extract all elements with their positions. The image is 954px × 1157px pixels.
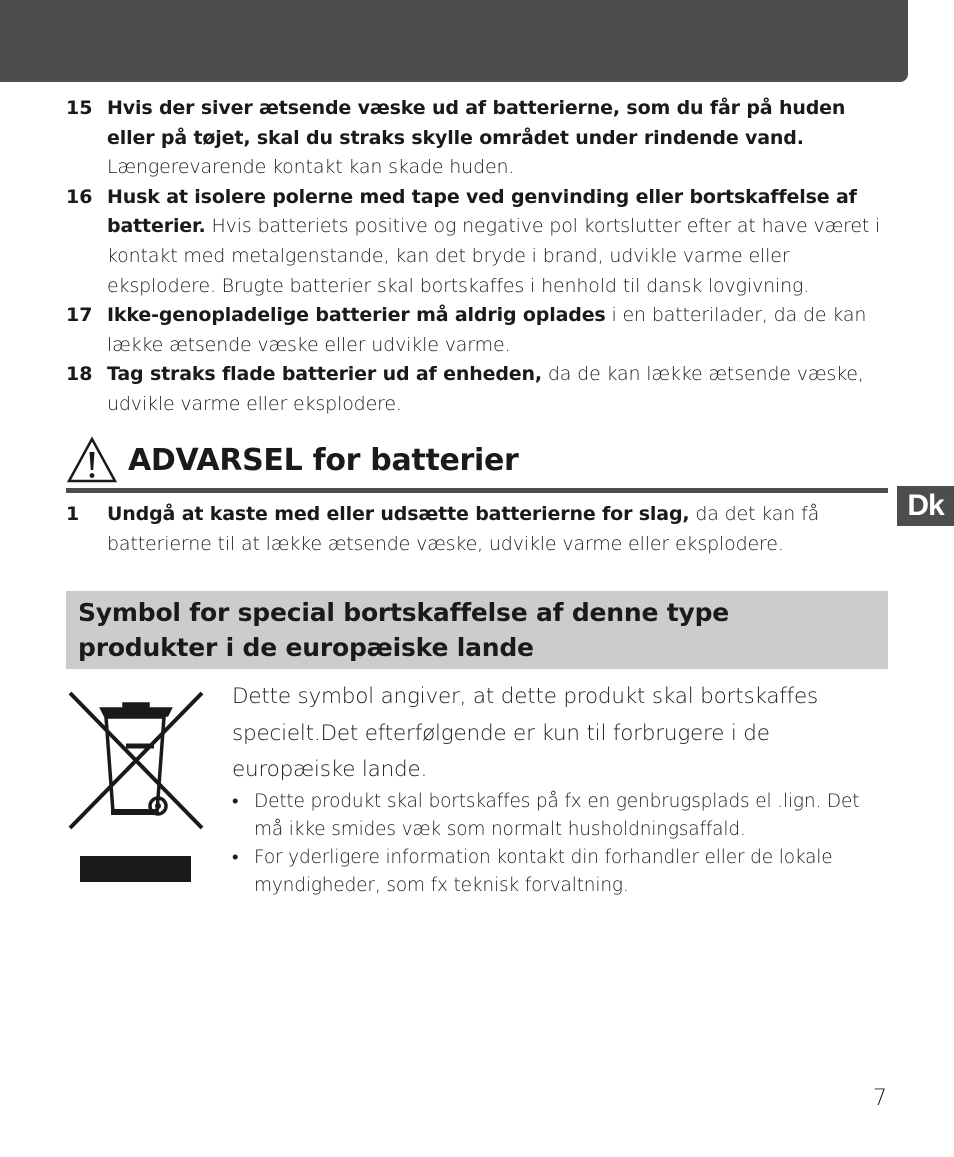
weee-crossed-bin-symbol xyxy=(66,688,206,888)
list-item xyxy=(66,183,888,301)
top-header-bar xyxy=(0,0,908,82)
warning-list xyxy=(66,500,888,559)
disposal-bullets xyxy=(232,788,892,900)
item-bold-text: Husk at isolere polerne med tape ved genvinding eller bortskaffelse af batterier. xyxy=(107,185,857,238)
item-number: 15 xyxy=(66,97,93,119)
list-item xyxy=(232,844,892,900)
item-number: 17 xyxy=(66,304,93,327)
item-text: Hvis batteriets positive og negative pol kortslutter efter at have været i kontakt med metalgenstande, kan det bryde i brand, udvikle varme eller eksplodere. Brugte batterier skal bortskaffes i henhold til dansk lovgivning. xyxy=(107,215,881,297)
list-item xyxy=(66,301,888,360)
item-number: 1 xyxy=(66,503,80,525)
disposal-intro: Dette symbol angiver, at dette produkt skal bortskaffes specielt.Det efterfølgende er kun til forbrugere i de europæiske lande. xyxy=(232,684,819,782)
warning-title: ADVARSEL for batterier xyxy=(128,442,519,478)
item-text: da det kan få batterierne til at lække ætsende væske, udvikle varme eller eksplodere. xyxy=(107,503,820,555)
item-text: i en batterilader, da de kan lække ætsende væske eller udvikle varme. xyxy=(107,304,867,356)
page-number: 7 xyxy=(873,1086,887,1111)
item-bold-text: Ikke-genopladelige batterier må aldrig oplades xyxy=(107,304,606,327)
item-bold-text: Tag straks flade batterier ud af enheden, xyxy=(107,363,542,386)
bullet-marker: • xyxy=(232,791,239,812)
list-item xyxy=(66,94,888,183)
item-bold-text: Hvis der siver ætsende væske ud af batterierne, som du får på huden eller på tøjet, skal du straks skylle området under rindende vand. xyxy=(107,97,846,149)
item-bold-text: Undgå at kaste med eller udsætte batterierne for slag, xyxy=(107,503,690,525)
bullet-text: Dette produkt skal bortskaffes på fx en genbrugsplads el .lign. Det må ikke smides væk som normalt husholdningsaffald. xyxy=(254,791,860,840)
crossed-out-wheelie-bin-icon xyxy=(66,688,206,888)
item-text: Længerevarende kontakt kan skade huden. xyxy=(107,156,515,179)
bullet-text: For yderligere information kontakt din forhandler eller de lokale myndigheder, som fx teknisk forvaltning. xyxy=(254,847,833,896)
item-text: da de kan lække ætsende væske, udvikle varme eller eksplodere. xyxy=(107,363,864,415)
list-item xyxy=(66,500,888,559)
safety-list xyxy=(66,94,888,420)
bullet-marker: • xyxy=(232,847,239,868)
list-item xyxy=(66,360,888,419)
warning-heading xyxy=(66,434,888,486)
heading-rule xyxy=(66,488,888,493)
language-tab: Dk xyxy=(897,486,954,526)
warning-triangle-icon xyxy=(66,436,118,484)
item-number: 18 xyxy=(66,363,93,386)
item-number: 16 xyxy=(66,185,93,208)
section-heading-box xyxy=(66,591,888,669)
section-title: Symbol for special bortskaffelse af denne type produkter i de europæiske lande xyxy=(78,598,730,662)
list-item xyxy=(232,788,892,844)
